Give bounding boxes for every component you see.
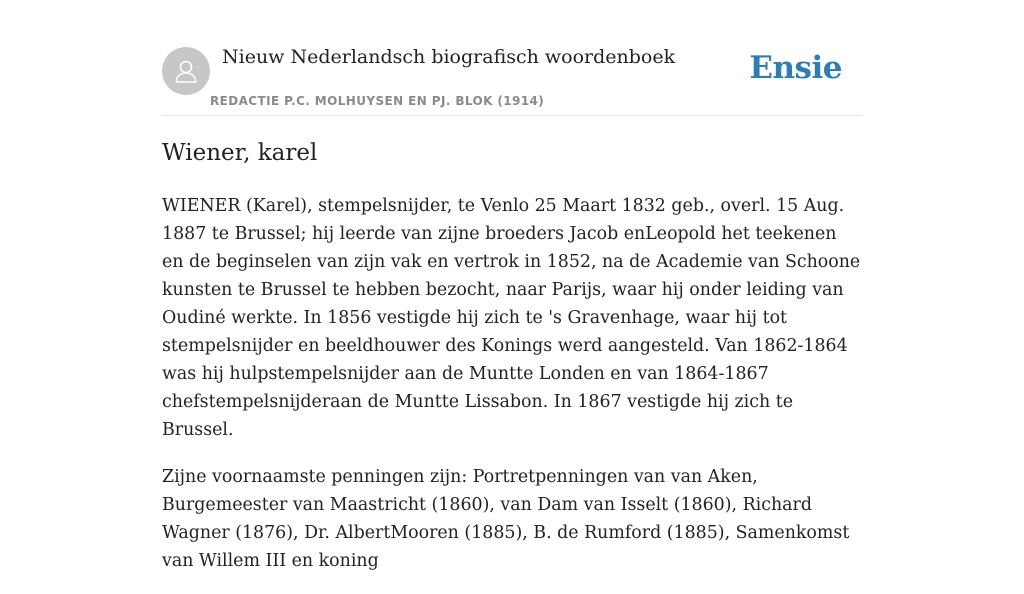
entry-paragraph: Zijne voornaamste penningen zijn: Portretpenningen van van Aken, Burgemeester van Maastricht (1860), van Dam van Isselt (1860), Richard Wagner (1876), Dr. AlbertMooren (1885), B. de Rumford (1885), Samenkomst van Willem III en koning [162, 467, 850, 571]
source-editors: REDACTIE P.C. MOLHUYSEN EN PJ. BLOK (1914) [210, 94, 545, 108]
ensie-logo[interactable]: Ensie [749, 50, 842, 86]
article-container [162, 0, 862, 571]
source-avatar[interactable] [162, 47, 210, 95]
user-silhouette-icon [173, 58, 199, 84]
entry-paragraph: WIENER (Karel), stempelsnijder, te Venlo 25 Maart 1832 geb., overl. 15 Aug. 1887 te Brussel; hij leerde van zijne broeders Jacob enLeopold het teekenen en de beginselen van zijn vak en vertrok in 1852, na de Academie van Schoone kunsten te Brussel te hebben bezocht, naar Parijs, waar hij onder leiding van Oudiné werkte. In 1856 vestigde hij zich te 's Gravenhage, waar hij tot stempelsnijder en beeldhouwer des Konings werd aangesteld. Van 1862-1864 was hij hulpstempelsnijder aan de Muntte Londen en van 1864-1867 chefstempelsnijderaan de Muntte Lissabon. In 1867 vestigde hij zich te Brussel. [162, 196, 861, 440]
entry-title: Wiener, karel [162, 140, 318, 166]
entry-body [162, 192, 862, 594]
source-header [162, 0, 862, 116]
source-title-link[interactable]: Nieuw Nederlandsch biografisch woordenboek [222, 46, 676, 68]
